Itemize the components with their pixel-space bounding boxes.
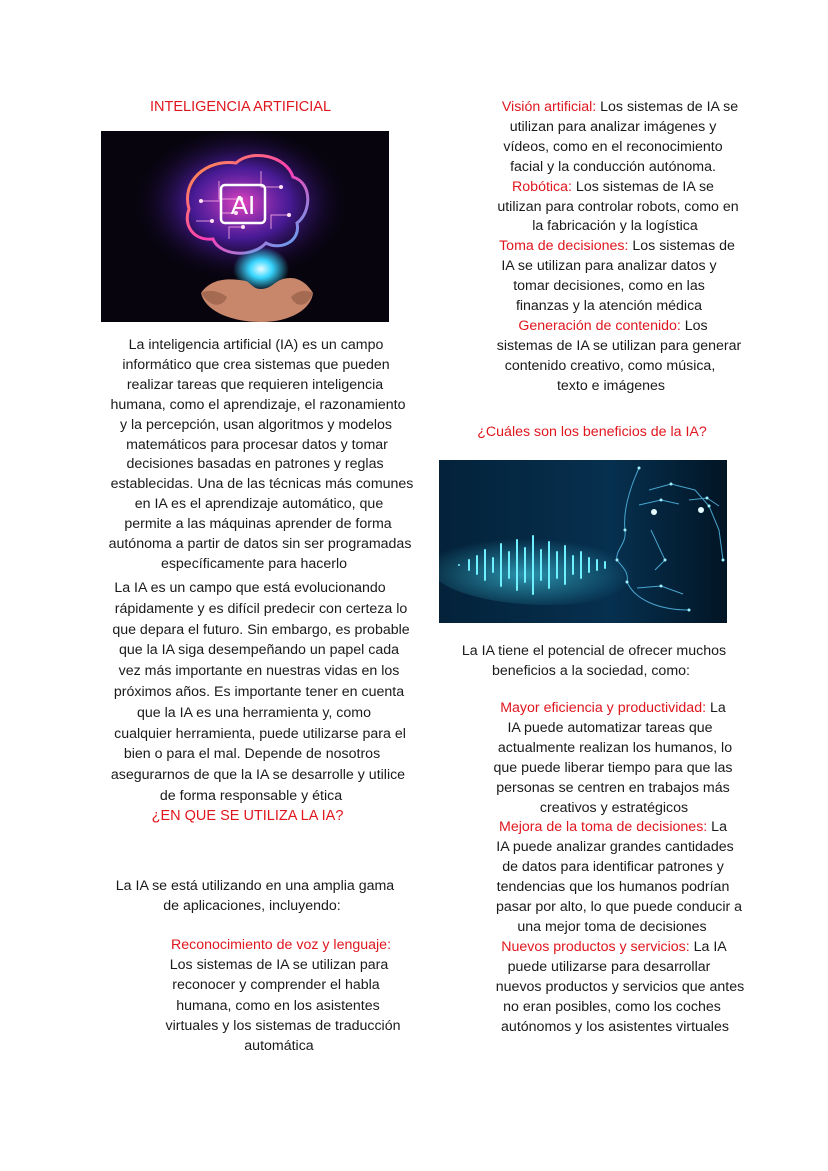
vision-label: Visión artificial: [501, 99, 597, 115]
digital-face-soundwave-illustration [439, 460, 727, 623]
better-label: Mejora de la toma de decisiones: [499, 819, 708, 836]
vision-first-line [478, 98, 762, 118]
voice-line: humana, como en los asistentes [176, 997, 380, 1014]
better-line: tendencias que los humanos podrían [496, 879, 730, 896]
intro-line: La inteligencia artificial (IA) es un campo [128, 337, 384, 353]
intro-line: decisiones basadas en patrones y reglas [126, 456, 384, 473]
products-line: puede utilizarse para desarrollar [507, 958, 711, 975]
products-line: no eran posibles, como los coches [503, 998, 721, 1015]
future-line: próximos años. Es importante tener en cuenta [113, 683, 405, 700]
efficiency-line: personas se centren en trabajos más [496, 779, 730, 796]
digital-face-image [439, 460, 727, 623]
benefits-intro [444, 642, 744, 682]
future-line: rápidamente y es difícil predecir con certeza lo [114, 600, 408, 617]
application-content [478, 317, 762, 397]
better-first: La [707, 819, 727, 836]
efficiency-label: Mayor eficiencia y productividad: [500, 700, 707, 716]
voice-line: virtuales y los sistemas de traducción [165, 1017, 401, 1034]
application-decisions [478, 237, 762, 317]
intro-line: autónoma a partir de datos sin ser programadas [108, 536, 412, 553]
better-first-line [464, 818, 762, 838]
voice-line: Los sistemas de IA se utilizan para [169, 957, 389, 974]
voice-heading: Reconocimiento de voz y lenguaje: [170, 937, 392, 953]
future-paragraph [95, 578, 429, 807]
future-line: que la IA es una herramienta y, como [137, 704, 371, 721]
content-label: Generación de contenido: [518, 317, 681, 334]
robotics-line: utilizan para controlar robots, como en [497, 198, 739, 215]
voice-section [140, 935, 430, 1056]
ai-brain-illustration [101, 131, 389, 322]
content-first: Los [680, 317, 708, 334]
decisions-first-line [472, 237, 762, 257]
content-line: sistemas de IA se utilizan para generar [496, 337, 742, 354]
decisions-line: IA se utilizan para analizar datos y [501, 258, 717, 275]
intro-line: específicamente para hacerlo [160, 555, 348, 572]
vision-line: vídeos, como en el reconocimiento [503, 138, 723, 155]
efficiency-line: IA puede automatizar tareas que [507, 719, 713, 736]
benefit-efficiency [478, 699, 762, 818]
application-robotics [478, 178, 762, 238]
robotics-first-line [464, 178, 762, 198]
voice-line: reconocer y comprender el habla [172, 977, 380, 994]
future-line: La IA es un campo que está evolucionando [114, 580, 386, 596]
efficiency-line: que puede liberar tiempo para que las [493, 759, 733, 776]
ai-logo-text: AI [230, 190, 256, 220]
left-eye-glow [651, 509, 657, 515]
future-line: vez más importante en nuestras vidas en los [118, 663, 400, 680]
content-line: contenido creativo, como música, [504, 357, 716, 374]
uses-intro [95, 877, 415, 917]
intro-line: establecidas. Una de las técnicas más comunes [110, 476, 414, 493]
future-line: bien o para el mal. Depende de nosotros [123, 746, 381, 763]
right-eye-glow [698, 507, 704, 513]
better-line: pasar por alto, lo que puede conducir a [495, 899, 743, 916]
uses-heading: ¿EN QUE SE UTILIZA LA IA? [151, 808, 344, 824]
intro-line: humana, como el aprendizaje, el razonamiento [110, 396, 406, 413]
intro-line: informático que crea sistemas que pueden [122, 356, 390, 373]
vision-line: facial y la conducción autónoma. [510, 158, 716, 175]
vision-line: utilizan para analizar imágenes y [509, 118, 717, 135]
uses-intro-line: La IA se está utilizando en una amplia gama [115, 878, 395, 894]
benefit-products [478, 938, 762, 1038]
decisions-label: Toma de decisiones: [499, 238, 629, 255]
products-first-line [466, 938, 762, 958]
efficiency-line: creativos y estratégicos [539, 799, 689, 816]
better-line: una mejor toma de decisiones [517, 918, 707, 935]
intro-line: y la percepción, usan algoritmos y modelos [119, 416, 393, 433]
efficiency-line: actualmente realizan los humanos, lo [497, 739, 733, 756]
future-line: que la IA siga desempeñando un papel cada [118, 642, 400, 659]
intro-line: en IA es el aprendizaje automático, que [134, 496, 384, 513]
future-line: de forma responsable y ética [159, 787, 343, 804]
benefits-heading: ¿Cuáles son los beneficios de la IA? [477, 424, 707, 440]
ai-hands-image [101, 131, 389, 322]
products-label: Nuevos productos y servicios: [501, 938, 690, 955]
benefits-intro-line: beneficios a la sociedad, como: [492, 662, 690, 679]
robotics-line: la fabricación y la logística [532, 218, 698, 235]
vision-first: Los sistemas de IA se [596, 99, 739, 115]
products-first: La IA [689, 938, 727, 955]
future-line: cualquier herramienta, puede utilizarse para el [114, 725, 406, 742]
intro-paragraph [95, 336, 429, 575]
decisions-line: finanzas y la atención médica [515, 298, 703, 315]
intro-line: realizar tareas que requieren inteligencia [126, 376, 384, 393]
voice-line: automática [244, 1038, 314, 1055]
benefit-decisions [478, 818, 762, 937]
future-line: que depara el futuro. Sin embargo, es probable [112, 621, 410, 638]
future-line: asegurarnos de que la IA se desarrolle y utilice [110, 767, 406, 784]
content-first-line [464, 317, 762, 337]
robotics-label: Robótica: [512, 178, 572, 195]
products-line: autónomos y los asistentes virtuales [501, 1018, 729, 1035]
page-title: INTELIGENCIA ARTIFICIAL [149, 99, 332, 115]
efficiency-first-line [464, 699, 762, 719]
content-line: texto e imágenes [556, 377, 666, 394]
products-line: nuevos productos y servicios que antes [495, 978, 745, 995]
uses-intro-line: de aplicaciones, incluyendo: [163, 897, 341, 914]
application-vision [478, 98, 762, 178]
robotics-first: Los sistemas de IA se [571, 178, 714, 195]
better-line: IA puede analizar grandes cantidades [496, 839, 734, 856]
decisions-first: Los sistemas de [628, 238, 735, 255]
benefits-list [478, 699, 762, 1037]
intro-line: permite a las máquinas aprender de forma [124, 516, 392, 533]
better-line: de datos para identificar patrones y [502, 859, 724, 876]
decisions-line: tomar decisiones, como en las [513, 278, 705, 295]
applications-list [478, 98, 762, 397]
intro-line: matemáticos para procesar datos y tomar [126, 436, 388, 453]
efficiency-first: La [706, 700, 726, 716]
benefits-intro-line: La IA tiene el potencial de ofrecer muchos [461, 643, 727, 659]
